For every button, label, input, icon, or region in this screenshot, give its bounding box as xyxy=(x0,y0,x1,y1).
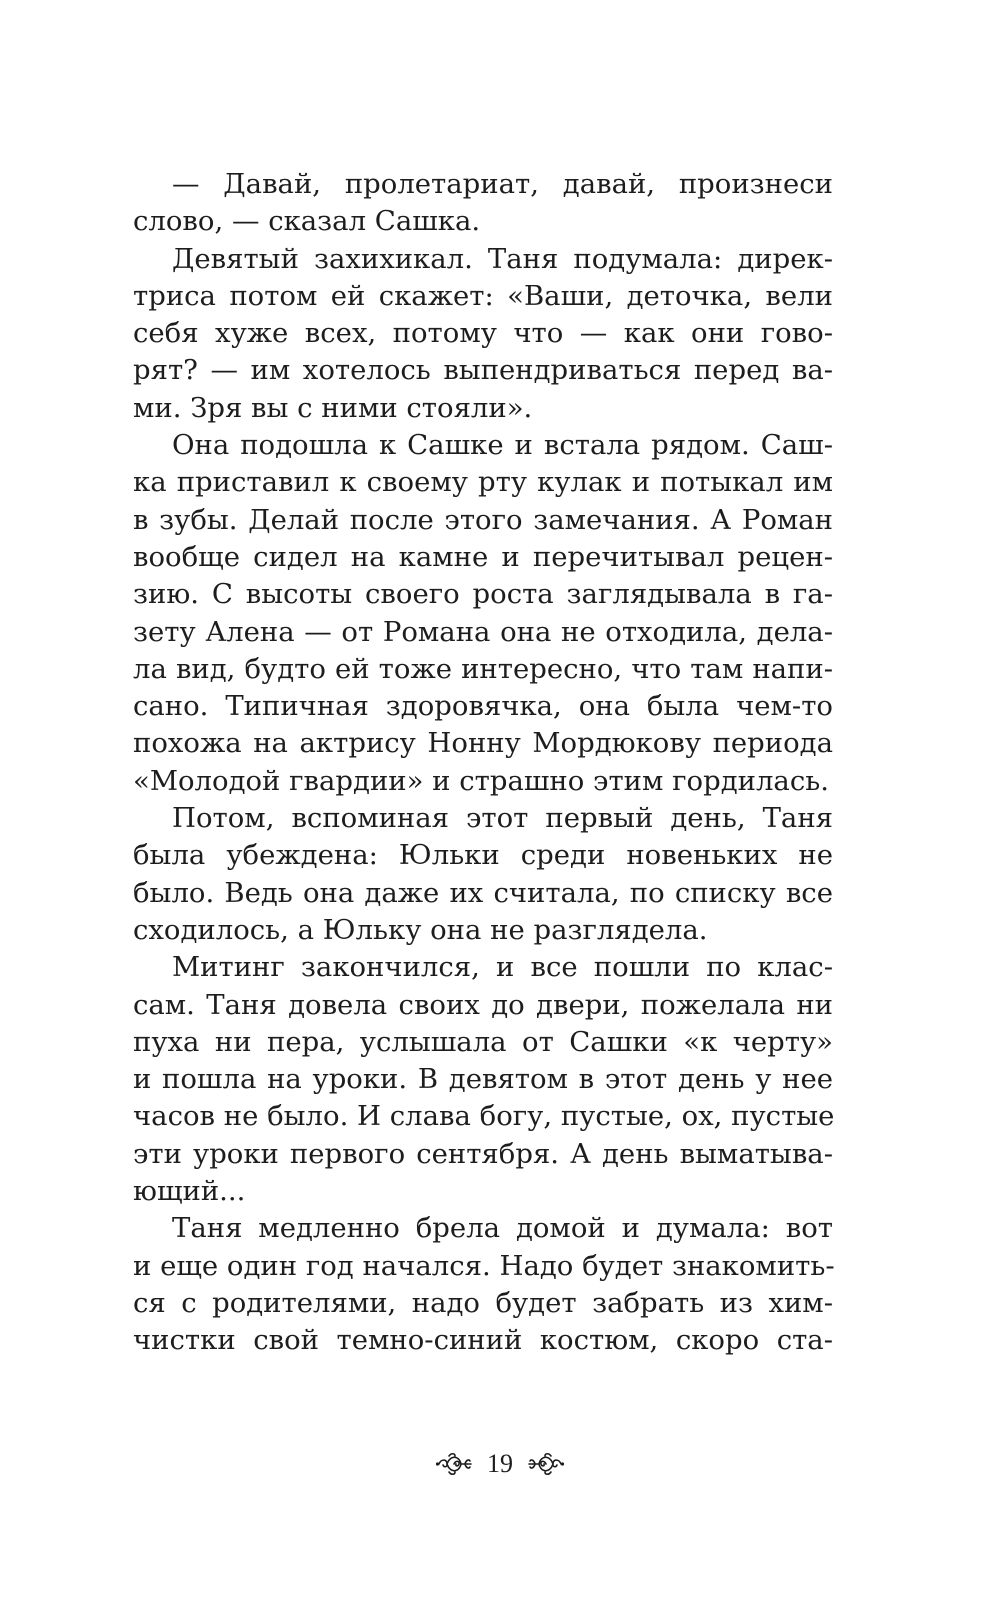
text-line: «Молодой гвардии» и страшно этим гордилась. xyxy=(133,764,829,797)
flourish-ornament-icon xyxy=(435,1450,475,1478)
text-line: пуха ни пера, услышала от Сашки «к черту» xyxy=(133,1025,833,1058)
text-line: Таня медленно брела домой и думала: вот xyxy=(172,1212,833,1245)
text-line: в зубы. Делай после этого замечания. А Роман xyxy=(133,503,833,536)
text-line: и пошла на уроки. В девятом в этот день у нее xyxy=(133,1063,833,1096)
text-line: сам. Таня довела своих до двери, пожелала ни xyxy=(133,988,833,1021)
text-line: похожа на актрису Нонну Мордюкову периода xyxy=(133,727,833,760)
text-line: зету Алена — от Романа она не отходила, дела- xyxy=(133,615,833,648)
text-line: и еще один год начался. Надо будет знакомить- xyxy=(133,1249,835,1282)
paragraph xyxy=(133,241,833,427)
text-line: часов не было. И слава богу, пустые, ох, пустые xyxy=(133,1100,835,1133)
text-line: ющий... xyxy=(133,1175,246,1208)
text-line: рят? — им хотелось выпендриваться перед ва- xyxy=(133,354,833,387)
text-line: вообще сидел на камне и перечитывал рецен- xyxy=(133,540,833,573)
paragraph xyxy=(133,1210,833,1359)
page-footer xyxy=(0,1444,1000,1484)
text-line: ка приставил к своему рту кулак и потыкал им xyxy=(133,466,833,499)
text-line: Потом, вспоминая этот первый день, Таня xyxy=(172,802,833,835)
text-line: триса потом ей скажет: «Ваши, деточка, вели xyxy=(133,279,833,312)
text-line: эти уроки первого сентября. А день выматыва- xyxy=(133,1137,833,1170)
paragraph xyxy=(133,427,833,800)
text-line: была убеждена: Юльки среди новеньких не xyxy=(133,839,833,872)
text-line: сано. Типичная здоровячка, она была чем-то xyxy=(133,690,833,723)
text-line: Она подошла к Сашке и встала рядом. Саш- xyxy=(172,429,833,462)
text-line: ла вид, будто ей тоже интересно, что там напи- xyxy=(133,652,833,685)
text-line: ми. Зря вы с ними стояли». xyxy=(133,391,533,424)
text-line: сходилось, а Юльку она не разглядела. xyxy=(133,913,708,946)
text-line: — Давай, пролетариат, давай, произнеси xyxy=(172,168,833,200)
body-text xyxy=(133,166,833,1360)
text-line: чистки свой темно-синий костюм, скоро ста- xyxy=(133,1324,833,1357)
text-line: было. Ведь она даже их считала, по списку все xyxy=(133,876,833,909)
text-line: Митинг закончился, и все пошли по клас- xyxy=(172,951,833,984)
text-line: слово, — сказал Сашка. xyxy=(133,205,481,238)
paragraph xyxy=(133,949,833,1210)
flourish-ornament-icon xyxy=(525,1450,565,1478)
text-line: зию. С высоты своего роста заглядывала в га- xyxy=(133,578,833,611)
text-line: ся с родителями, надо будет забрать из хим- xyxy=(133,1286,833,1319)
text-line: Девятый захихикал. Таня подумала: дирек- xyxy=(172,242,833,275)
paragraph xyxy=(133,166,833,241)
page-number: 19 xyxy=(487,1449,513,1478)
text-line: себя хуже всех, потому что — как они гово- xyxy=(133,317,833,350)
paragraph xyxy=(133,800,833,949)
